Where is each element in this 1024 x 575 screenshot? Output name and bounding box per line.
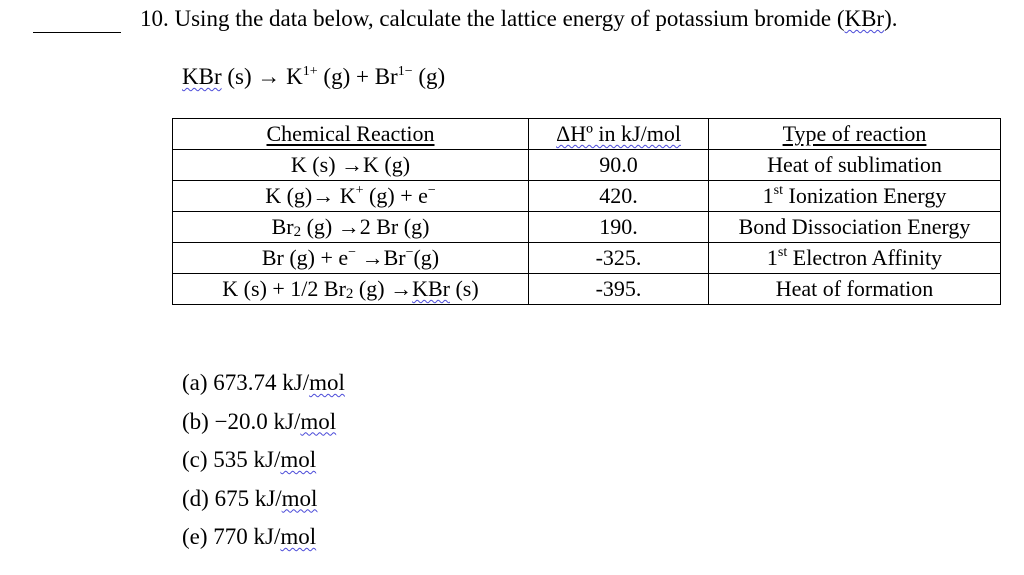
type-cell: Heat of formation (709, 274, 1001, 305)
reaction-cell: K (s) + 1/2 $Br_2$ (g) →KBr (s) (173, 274, 529, 305)
question-number: 10. (140, 6, 169, 31)
lattice-equation: KBr $(s) \to K^{1+}$ $(g) + Br^{1-}$ (g) (182, 64, 446, 89)
type-cell: 1st Ionization Energy (709, 181, 1001, 212)
choice-e: (e) 770 kJ/mol (182, 524, 317, 549)
type-cell: Heat of sublimation (709, 150, 1001, 181)
reaction-cell: Br (g) + e− →Br−(g) (173, 243, 529, 274)
dh-cell: 420. (529, 181, 709, 212)
reaction-cell: $Br_2$ (g) →2 Br (g) (173, 212, 529, 243)
choice-b: (b) −20.0 kJ/mol (182, 408, 337, 434)
table-row (173, 150, 1001, 181)
choice-c: (c) 535 kJ/mol (182, 447, 317, 472)
answer-choices (182, 364, 345, 557)
data-table (172, 118, 1001, 305)
reaction-cell: K (s) →K (g) (173, 150, 529, 181)
table-row (173, 243, 1001, 274)
header-type: Type of reaction (709, 119, 1001, 150)
dh-cell: 90.0 (529, 150, 709, 181)
header-reaction: Chemical Reaction (173, 119, 529, 150)
table-row (173, 181, 1001, 212)
type-cell: Bond Dissociation Energy (709, 212, 1001, 243)
table-header-row (173, 119, 1001, 150)
reaction-cell: K (g)→ K+ (g) + e− (173, 181, 529, 212)
dh-cell: -325. (529, 243, 709, 274)
answer-blank (33, 32, 121, 33)
header-dh: ΔHº in kJ/mol (529, 119, 709, 150)
choice-a: (a) 673.74 kJ/mol (182, 370, 345, 395)
dh-cell: 190. (529, 212, 709, 243)
table-row (173, 212, 1001, 243)
table-row (173, 274, 1001, 305)
dh-cell: -395. (529, 274, 709, 305)
question-text: 10. Using the data below, calculate the lattice energy of potassium bromide (KBr). (140, 6, 898, 31)
type-cell: 1st Electron Affinity (709, 243, 1001, 274)
choice-d: (d) 675 kJ/mol (182, 485, 318, 511)
